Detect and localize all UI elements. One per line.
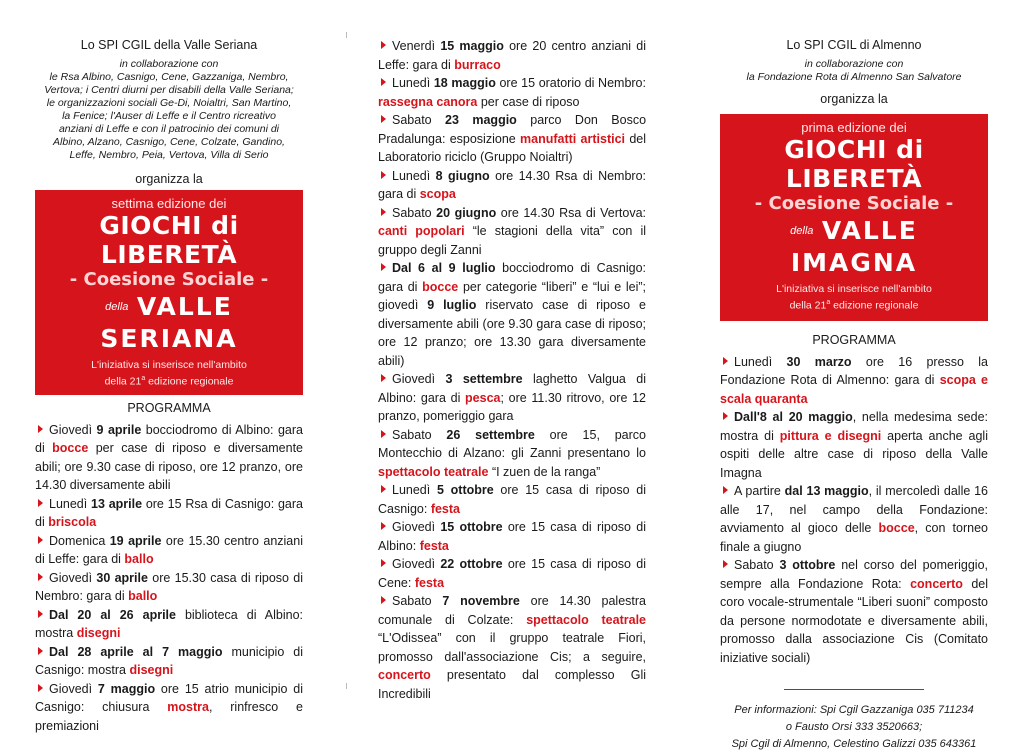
program-item bbox=[378, 370, 646, 426]
item-text: ore 14.30 Rsa di Nembro: gara di bbox=[378, 168, 646, 201]
bullet-arrow-icon bbox=[723, 486, 728, 494]
item-text: Giovedì bbox=[49, 681, 98, 696]
contact-info bbox=[720, 702, 988, 753]
activity-highlight: concerto bbox=[910, 576, 963, 591]
program-item bbox=[35, 606, 303, 643]
program-item bbox=[720, 482, 988, 556]
item-text: per categorie “liberi” e “lui e lei”; giovedì bbox=[378, 279, 646, 312]
bullet-arrow-icon bbox=[38, 684, 43, 692]
item-text: , rinfresco e premiazioni bbox=[35, 700, 303, 733]
activity-highlight: bocce bbox=[422, 279, 459, 294]
valley-line bbox=[724, 215, 984, 279]
date-text: 18 maggio bbox=[433, 76, 496, 90]
bullet-arrow-icon bbox=[38, 610, 43, 618]
item-text: parco Don Bosco Pradalunga: esposizione bbox=[378, 113, 647, 146]
bullet-arrow-icon bbox=[381, 78, 386, 86]
date-text: 9 aprile bbox=[96, 422, 142, 437]
activity-highlight: scopa bbox=[419, 187, 456, 201]
collab-line: Leffe, Nembro, Peia, Vertova, Villa di Serio bbox=[69, 149, 269, 161]
activity-highlight: pesca bbox=[465, 390, 501, 405]
item-text: Giovedì bbox=[392, 557, 441, 571]
activity-highlight: spettacolo teatrale bbox=[378, 464, 489, 479]
item-text: Lunedì bbox=[392, 168, 436, 183]
bullet-arrow-icon bbox=[381, 263, 386, 271]
note-line: della 21$^a$ edizione regionale bbox=[104, 375, 234, 388]
item-text: Sabato bbox=[392, 205, 437, 220]
divider bbox=[784, 689, 924, 690]
date-text: 9 luglio bbox=[427, 298, 477, 312]
bullet-arrow-icon bbox=[381, 115, 386, 123]
bullet-arrow-icon bbox=[38, 647, 43, 655]
activity-highlight: bocce bbox=[52, 441, 89, 456]
activity-highlight: pittura e disegni bbox=[779, 428, 882, 443]
item-text: nel corso del pomeriggio, sempre alla Fondazione Rota: bbox=[720, 558, 988, 591]
activity-highlight: festa bbox=[414, 575, 445, 590]
activity-highlight: festa bbox=[430, 501, 460, 516]
bullet-arrow-icon bbox=[723, 357, 728, 365]
program-item bbox=[378, 518, 646, 555]
item-text: Sabato bbox=[734, 558, 780, 573]
program-item bbox=[378, 481, 646, 518]
item-text: ore 20 centro anziani di Leffe: gara di bbox=[378, 39, 646, 72]
date-text: 3 settembre bbox=[445, 372, 523, 386]
collab-line: le Rsa Albino, Casnigo, Cene, Gazzaniga, Nembro, bbox=[49, 71, 289, 83]
bullet-arrow-icon bbox=[381, 208, 386, 216]
date-text: 19 aprile bbox=[109, 533, 162, 548]
item-text: “I zuen de la ranga” bbox=[488, 464, 601, 479]
activity-highlight: spettacolo teatrale bbox=[526, 612, 646, 627]
program-item bbox=[35, 532, 303, 569]
item-text: ore 15.30 casa di riposo di Nembro: gara di bbox=[35, 570, 304, 604]
bullet-arrow-icon bbox=[381, 171, 386, 179]
della-label: della bbox=[105, 301, 129, 313]
activity-highlight: mostra bbox=[167, 700, 209, 715]
item-text: riservato case di riposo e diversamente abili (ore 9.30 gara case di riposo; ore 12 pranzo; ore 13.30 gara diversamente abili) bbox=[378, 298, 646, 368]
program-item bbox=[378, 167, 646, 204]
organizer-header: Lo SPI CGIL della Valle Seriana bbox=[80, 38, 258, 52]
program-item bbox=[35, 421, 303, 495]
collab-line: Vertova; i Centri diurni per disabili della Valle Seriana; bbox=[44, 84, 294, 96]
item-text: municipio di Casnigo: mostra bbox=[35, 644, 303, 678]
bullet-arrow-icon bbox=[38, 573, 43, 581]
note-line: L'iniziativa si inserisce nell'ambito bbox=[776, 283, 932, 296]
program-item bbox=[378, 37, 646, 74]
program-item bbox=[35, 495, 303, 532]
della-label: della bbox=[790, 225, 814, 237]
date-text: 3 ottobre bbox=[779, 558, 836, 573]
item-text: Domenica bbox=[49, 533, 110, 548]
item-text: ore 15 Rsa di Casnigo: gara di bbox=[35, 496, 303, 530]
date-text: Dal 6 al 9 luglio bbox=[392, 261, 496, 275]
item-text: Giovedì bbox=[49, 570, 97, 585]
item-text: Giovedì bbox=[392, 520, 441, 534]
date-text: 15 maggio bbox=[440, 39, 504, 53]
item-text: “le stagioni della vita” con il gruppo degli Zanni bbox=[378, 224, 647, 257]
collab-line: in collaborazione con bbox=[119, 58, 219, 70]
item-text: , nella medesima sede: mostra di bbox=[720, 410, 988, 443]
item-text: ore 15 casa di riposo di Cene: bbox=[378, 557, 646, 590]
date-text: 5 ottobre bbox=[436, 483, 494, 497]
program-item bbox=[35, 643, 303, 680]
program-item bbox=[378, 204, 646, 260]
contact-line: Per informazioni: Spi Cgil Gazzaniga 035 711234 bbox=[734, 704, 974, 717]
item-text: presentato dal complesso Gli Incredibili bbox=[378, 668, 646, 701]
item-text: ore 15 oratorio di Nembro: bbox=[495, 76, 646, 90]
valley-name: VALLE SERIANA bbox=[100, 292, 238, 354]
activity-highlight: canti popolari bbox=[378, 224, 465, 238]
date-text: 22 ottobre bbox=[440, 557, 503, 571]
bullet-arrow-icon bbox=[38, 499, 43, 507]
event-subtitle: - Coesione Sociale - bbox=[754, 193, 954, 214]
event-title: GIOCHI di LIBERETÀ bbox=[99, 211, 239, 269]
title-banner bbox=[720, 114, 988, 321]
date-text: Dal 20 al 26 aprile bbox=[49, 607, 176, 622]
middle-panel bbox=[378, 37, 646, 703]
date-text: dal 13 maggio bbox=[784, 484, 869, 499]
activity-highlight: disegni bbox=[129, 663, 174, 678]
program-item bbox=[378, 592, 646, 703]
activity-highlight: manufatti artistici bbox=[520, 131, 626, 146]
program-item bbox=[378, 259, 646, 370]
collaboration-text bbox=[720, 58, 988, 84]
item-text: ; ore 11.30 ritrovo, ore 12 pranzo, pomeriggio gara bbox=[378, 390, 646, 423]
banner-note bbox=[39, 359, 299, 389]
item-text: ore 14.30 Rsa di Vertova: bbox=[496, 205, 646, 220]
item-text: Sabato bbox=[392, 113, 446, 127]
date-text: 23 maggio bbox=[445, 113, 517, 127]
activity-highlight: disegni bbox=[76, 626, 121, 641]
collab-line: in collaborazione con bbox=[804, 58, 904, 70]
date-text: 30 aprile bbox=[96, 570, 148, 585]
program-item bbox=[378, 74, 646, 111]
programma-heading: PROGRAMMA bbox=[127, 400, 211, 415]
note-line: L'iniziativa si inserisce nell'ambito bbox=[91, 359, 247, 372]
item-text: ore 15 casa di riposo di Casnigo: bbox=[378, 483, 646, 516]
date-text: 8 giugno bbox=[435, 168, 490, 183]
bullet-arrow-icon bbox=[38, 425, 43, 433]
collab-line: le organizzazioni sociali Ge-Di, Noialtri, San Martino, bbox=[46, 97, 292, 109]
item-text: del Laboratorio riciclo (Gruppo Noialtri) bbox=[378, 131, 647, 164]
item-text: ore 15, parco Montecchio di Alzano: gli Zanni presentano lo bbox=[378, 427, 646, 460]
activity-highlight: briscola bbox=[48, 515, 97, 530]
bullet-arrow-icon bbox=[38, 536, 43, 544]
activity-highlight: ballo bbox=[124, 552, 154, 567]
bullet-arrow-icon bbox=[723, 560, 728, 568]
item-text: Venerdì bbox=[392, 39, 441, 53]
date-text: Dal 28 aprile al 7 maggio bbox=[49, 644, 223, 659]
bullet-arrow-icon bbox=[381, 596, 386, 604]
item-text: , il mercoledì dalle 16 alle 17, nel campo della Fondazione: avviamento al gioco delle bbox=[720, 484, 988, 536]
program-item bbox=[378, 426, 646, 482]
collab-line: Albino, Alzano, Casnigo, Cene, Colzate, Gandino, bbox=[53, 136, 285, 148]
item-text: Lunedì bbox=[392, 483, 437, 497]
activity-highlight: scopa e scala quaranta bbox=[720, 373, 988, 406]
banner-note bbox=[724, 283, 984, 313]
date-text: 26 settembre bbox=[446, 427, 535, 442]
bullet-arrow-icon bbox=[381, 41, 386, 49]
item-text: biblioteca di Albino: mostra bbox=[35, 607, 303, 641]
fold-mark-top bbox=[346, 32, 347, 38]
program-item bbox=[35, 680, 303, 736]
item-text: Sabato bbox=[392, 594, 443, 608]
item-text: ore 16 presso la Fondazione Rota di Almenno: gara di bbox=[720, 354, 988, 388]
date-text: 13 aprile bbox=[91, 496, 143, 511]
collab-line: la Fenice; l'Auser di Leffe e il Centro ricreativo bbox=[62, 110, 276, 122]
date-text: Dall'8 al 20 maggio bbox=[734, 410, 853, 425]
program-item bbox=[720, 353, 988, 409]
bullet-arrow-icon bbox=[723, 412, 728, 420]
date-text: 30 marzo bbox=[786, 354, 852, 369]
item-text: A partire bbox=[734, 484, 785, 499]
item-text: ore 15 atrio municipio di Casnigo: chiusura bbox=[35, 681, 304, 715]
bullet-arrow-icon bbox=[381, 522, 386, 530]
program-list bbox=[720, 353, 988, 668]
item-text: Giovedì bbox=[49, 422, 97, 437]
edition-label: settima edizione dei bbox=[111, 196, 227, 211]
organizza-label: organizza la bbox=[820, 92, 888, 106]
item-text: laghetto Valgua di Albino: gara di bbox=[378, 372, 646, 405]
program-item bbox=[378, 555, 646, 592]
activity-highlight: ballo bbox=[128, 589, 158, 604]
organizza-label: organizza la bbox=[135, 172, 203, 186]
programma-heading: PROGRAMMA bbox=[812, 332, 896, 347]
bullet-arrow-icon bbox=[381, 485, 386, 493]
program-item bbox=[720, 556, 988, 667]
activity-highlight: concerto bbox=[378, 668, 431, 682]
program-item bbox=[378, 111, 646, 167]
program-list bbox=[378, 37, 646, 703]
right-panel bbox=[720, 0, 988, 753]
item-text: Lunedì bbox=[734, 354, 787, 369]
date-text: 20 giugno bbox=[436, 205, 497, 220]
item-text: Sabato bbox=[392, 427, 447, 442]
item-text: Giovedì bbox=[392, 372, 446, 386]
valley-line bbox=[39, 291, 299, 355]
program-list bbox=[35, 421, 303, 736]
date-text: 15 ottobre bbox=[440, 520, 503, 534]
item-text: Lunedì bbox=[392, 76, 434, 90]
date-text: 7 maggio bbox=[97, 681, 156, 696]
organizer-header: Lo SPI CGIL di Almenno bbox=[786, 38, 922, 52]
activity-highlight: bocce bbox=[878, 521, 915, 536]
activity-highlight: rassegna canora bbox=[378, 94, 478, 109]
item-text: Lunedì bbox=[49, 496, 92, 511]
contact-line: o Fausto Orsi 333 3520663; bbox=[785, 721, 923, 734]
event-subtitle: - Coesione Sociale - bbox=[69, 269, 269, 290]
bullet-arrow-icon bbox=[381, 559, 386, 567]
program-item bbox=[720, 408, 988, 482]
contact-line: Spi Cgil di Almenno, Celestino Galizzi 035 643361 bbox=[731, 738, 977, 751]
item-text: ore 15 casa di riposo di Albino: bbox=[378, 520, 646, 553]
event-title: GIOCHI di LIBERETÀ bbox=[784, 135, 924, 193]
bullet-arrow-icon bbox=[381, 374, 386, 382]
item-text: per case di riposo e diversamente abili; ore 9.30 case di riposo, ore 12 pranzo, ore 14.30 diversamente abili bbox=[35, 441, 304, 493]
item-text: “L'Odissea” con il gruppo teatrale Fiori, promosso dall'associazione Cis; a seguire, bbox=[378, 631, 646, 664]
activity-highlight: festa bbox=[419, 538, 449, 553]
collab-line: la Fondazione Rota di Almenno San Salvatore bbox=[746, 71, 962, 83]
collaboration-text bbox=[35, 58, 303, 162]
date-text: 7 novembre bbox=[442, 594, 520, 608]
note-line: della 21$^a$ edizione regionale bbox=[789, 299, 919, 312]
edition-label: prima edizione dei bbox=[801, 120, 907, 135]
program-item bbox=[35, 569, 303, 606]
item-text: ore 15.30 centro anziani di Leffe: gara di bbox=[35, 533, 303, 567]
item-text: , con torneo finale a giugno bbox=[720, 521, 989, 554]
activity-highlight: burraco bbox=[454, 57, 501, 72]
item-text: per case di riposo bbox=[477, 94, 580, 109]
valley-name: VALLE IMAGNA bbox=[790, 216, 918, 278]
left-panel bbox=[35, 0, 303, 735]
collab-line: anziani di Leffe e con il patrocinio dei comuni di bbox=[58, 123, 280, 135]
fold-mark-bottom bbox=[346, 683, 347, 689]
item-text: bocciodromo di Albino: gara di bbox=[35, 422, 303, 456]
item-text: ore 14.30 palestra comunale di Colzate: bbox=[378, 594, 646, 627]
bullet-arrow-icon bbox=[381, 430, 386, 438]
item-text: aperta anche agli ospiti delle altre case di riposo della Valle Imagna bbox=[720, 428, 988, 480]
item-text: del coro vocale-strumentale “Liberi suoni” composto da persone normodotate e diversamente abili, promosso dalla associazione Cis (Comitato iniziative sociali) bbox=[720, 576, 989, 665]
item-text: bocciodromo di Casnigo: gara di bbox=[378, 261, 647, 294]
title-banner bbox=[35, 190, 303, 395]
